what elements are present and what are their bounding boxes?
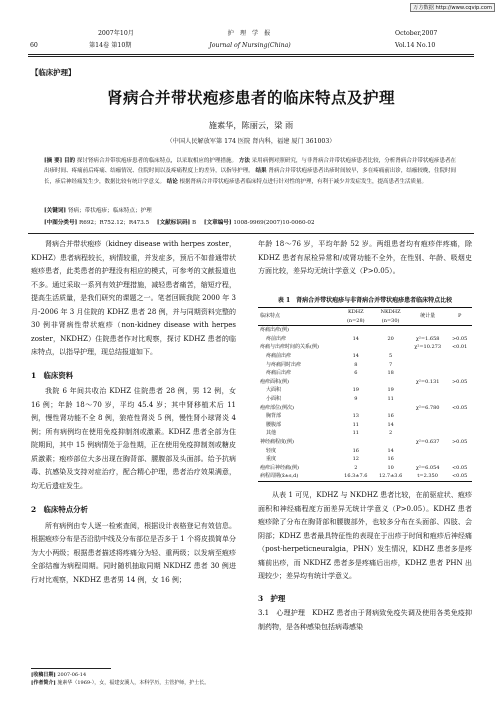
keywords: 肾病；带状疱疹；临床特点；护理 xyxy=(67,208,152,214)
table-cell: 11 xyxy=(352,430,359,437)
table-row xyxy=(258,395,472,404)
authors: 施素华，陈丽云，梁 雨 xyxy=(208,120,294,130)
article-title: 肾病合并带状疱疹患者的临床特点及护理 xyxy=(106,88,395,107)
header-vol-en: Vol.14 No.10 xyxy=(395,42,436,49)
table-cell xyxy=(408,412,447,421)
table-cell: 13 xyxy=(352,413,359,420)
header-issue: 第14卷 第10期 xyxy=(89,42,132,49)
table-row xyxy=(258,361,472,370)
table-cell: <0.05 xyxy=(451,404,468,411)
table-cell: 19 xyxy=(352,387,359,394)
table-row xyxy=(258,326,472,335)
received-label: [收稿日期] xyxy=(31,672,56,678)
table-row xyxy=(258,421,472,430)
table-cell: 其他 xyxy=(266,430,277,437)
table-cell: 与疼痛同时出疹 xyxy=(266,361,302,368)
section-3-1-heading: 3.1 心理护理 xyxy=(258,609,306,617)
keywords-label: [关键词] xyxy=(44,208,67,214)
doc-code-label: [文献标识码] xyxy=(156,220,191,226)
table-cell xyxy=(447,455,472,464)
table-cell: 2 xyxy=(389,430,393,437)
method-label: 方法 xyxy=(238,158,250,164)
table-cell xyxy=(338,404,373,413)
table-cell: χ²=0.131 xyxy=(415,378,440,385)
right-column-top xyxy=(258,238,472,279)
abstract-rule xyxy=(28,233,474,234)
affiliation: （中国人民解放军第 174 医院 肾内科，福建 厦门 361003） xyxy=(166,138,336,145)
objective-label: 目的 xyxy=(64,158,76,164)
table-cell: 轻度 xyxy=(266,447,277,454)
table-cell: >0.05 xyxy=(451,378,468,385)
table-cell xyxy=(338,326,373,335)
table-cell: 20 xyxy=(387,335,394,342)
table-cell: 10 xyxy=(387,464,394,471)
table-cell: 7 xyxy=(389,361,393,368)
table-cell: χ²=0.637 xyxy=(415,438,440,445)
table-cell: 疱疹部位(例次) xyxy=(260,404,294,411)
result-label: 结果 xyxy=(255,168,267,175)
table-row xyxy=(258,343,472,352)
table-cell: t=2.350 xyxy=(417,473,438,480)
table-cell: 8 xyxy=(354,361,358,368)
table-cell: 大面积 xyxy=(266,387,282,394)
footnote xyxy=(31,671,236,687)
table-cell xyxy=(408,361,447,370)
table-cell: 14 xyxy=(387,447,394,454)
table-cell: 疱疹后神经痛(例) xyxy=(260,464,299,471)
table-row xyxy=(258,464,472,473)
table-cell: 11 xyxy=(387,395,394,402)
watermark: 万方数据 http://www.cqvip.com xyxy=(410,3,495,12)
clc-code: R692；R752.12；R473.5 xyxy=(79,220,150,226)
keywords-line xyxy=(44,207,456,217)
author-bio-label: [作者简介] xyxy=(31,680,56,686)
table-cell: <0.05 xyxy=(451,473,468,480)
abstract-label: [摘 要] xyxy=(44,158,63,164)
table-cell: 重度 xyxy=(266,456,277,463)
header-date-en: October,2007 xyxy=(395,30,438,37)
table-head-stat: 统计量 xyxy=(420,313,436,320)
table-cell: 16 xyxy=(387,456,394,463)
table-cell: 疼痛后出疹 xyxy=(266,370,292,377)
table-row xyxy=(258,335,472,344)
table-cell: 病程周期(x̄±s,d) xyxy=(260,473,299,480)
table-cell xyxy=(447,395,472,404)
section-tag: 【临床护理】 xyxy=(31,68,76,77)
table-cell xyxy=(447,429,472,438)
table-cell: 疼前出疹 xyxy=(266,335,287,342)
table-cell: 腰腹部 xyxy=(266,421,282,428)
table-row xyxy=(258,352,472,361)
section-3-1-text: KDHZ 患者由于肾病致免疫失调及使用各类免疫抑制药物，是各种感染包括病毒感染 xyxy=(258,609,472,631)
header-rule-2 xyxy=(28,56,474,57)
table-head-p: P xyxy=(457,313,462,320)
header-date: 2007年10月 xyxy=(98,30,134,37)
table-cell: >0.05 xyxy=(451,335,468,342)
table-cell xyxy=(373,438,408,447)
received-date: 2007-06-14 xyxy=(57,672,87,678)
table-cell: 14 xyxy=(387,421,394,428)
section-3-1 xyxy=(258,607,472,634)
table-cell: 11 xyxy=(352,421,359,428)
table-cell: χ²=1.658 xyxy=(415,335,440,342)
right-column-bottom xyxy=(258,489,472,634)
table-cell: 16.3±7.6 xyxy=(344,473,368,480)
table-grid xyxy=(258,308,472,481)
table-row xyxy=(258,378,472,387)
table-cell: 疼痛前出疹 xyxy=(266,352,292,359)
table-cell: 疼痛与出疹时间的关系(例) xyxy=(260,344,319,351)
table-cell: >0.05 xyxy=(451,438,468,445)
method-text: 采用病例对照研究，与非肾病合并带状疱疹患者比较，分析肾病合并带状疱疹患者在出疹时间、疼痛前后疼痛、结痂情况、住院时间以及疼痛程度上的差异，以指导护理。 xyxy=(44,158,457,175)
table-cell xyxy=(408,447,447,456)
table-cell xyxy=(447,326,472,335)
table-cell xyxy=(447,352,472,361)
objective-text: 探讨肾病合并带状疱疹患者的临床特点，以采取相应的护理措施。 xyxy=(76,158,238,164)
table-cell: 5 xyxy=(389,352,393,359)
table-cell xyxy=(408,352,447,361)
clc-label: [中图分类号] xyxy=(44,220,78,226)
author-bio: 施素华（1969-），女，福建安溪人，本科学历，主管护师，护士长。 xyxy=(57,680,210,686)
table-cell xyxy=(338,343,373,352)
section-1-heading: 1 临床资料 xyxy=(31,370,74,380)
table-cell: <0.05 xyxy=(451,464,468,471)
table-row xyxy=(258,369,472,378)
table-row xyxy=(258,472,472,481)
table-cell: 疱疹面积(例) xyxy=(260,378,289,385)
table-cell: 2 xyxy=(354,464,358,471)
table-cell xyxy=(447,412,472,421)
table-cell xyxy=(447,421,472,430)
table-row xyxy=(258,404,472,413)
table-cell xyxy=(447,361,472,370)
doc-code: B xyxy=(191,220,197,226)
section-2-heading: 2 临床特点分析 xyxy=(31,505,88,514)
section-3-heading: 3 护理 xyxy=(258,593,286,603)
table-cell xyxy=(373,326,408,335)
table-cell xyxy=(338,378,373,387)
table-cell: χ²=10.273 xyxy=(414,344,442,351)
table-cell: 胸背部 xyxy=(266,413,282,420)
table-discussion: 从表 1 可见，KDHZ 与 NKDHZ 患者比较，在前驱症状、疱疹面积和神经痛程度方面差异无统计学意义（P>0.05）。KDHZ 患者疱疹除了分布在胸背部和腰腹部外，也较多分布在头面部、四肢、会阴部；KDHZ 患者最具特征性的表现在于出疹于时间和疱疹后神经痛（post-herpeticneuralgia，PHN）发生情况，KDHZ 患者多是疼痛前出疹，而 NKDHZ 患者多是疼痛后出疹，KDHZ 患者 PHN 出现较少；差异均有统计学意义。 xyxy=(258,491,472,580)
table-row xyxy=(258,447,472,456)
table-cell: 9 xyxy=(354,395,358,402)
journal-title-en: Journal of Nursing(China) xyxy=(209,42,291,49)
table-cell xyxy=(447,386,472,395)
table-head-nkdhz: NKDHZ (n=30) xyxy=(380,309,401,324)
table-cell: 16 xyxy=(387,413,394,420)
section-1-text: 我院 6 年间共收治 KDHZ 住院患者 28 例，男 12 例，女 16 例；年龄 18～70 岁，平均 45.4 岁；其中肾移植术后 11 例，慢性肾功能不全 8 例，狼疮性肾炎 5 例，慢性肾小球肾炎 4 例；所有病例均在使用免疫抑制剂或激素。KDHZ 患者全部为住院期间，其中 15 例病情处于急性期，正在使用免疫抑制剂或糖皮质激素；疱疹部位大多出现在胸背部、腰腹部及头面部。给予抗病毒、抗感染及支持对症治疗，配合精心护理，患者治疗效果满意，均无后遗症发生。 xyxy=(31,387,236,490)
table-cell: <0.01 xyxy=(451,344,468,351)
table-cell: 神经痛程度(例) xyxy=(260,438,294,445)
table-cell xyxy=(408,326,447,335)
intro-paragraph: 肾病合并带状疱疹（kidney disease with herpes zoster，KDHZ）患者病程较长，病情较重，并发症多，预后不如普通带状疱疹患者，此类患者的护理没有相应的模式，可参考的文献报道也不多。通过采取一系列有效护理措施，减轻患者痛苦，缩短疗程，提高生活质量，是我们研究的课题之一。笔者回顾我院 2000 年 3 月-2006 年 3 月住院的 KDHZ 患者 28 例，并与同期资料完整的 30 例非肾病性带状疱疹（non-kidney disease with herpes zoster，NKDHZ）住院患者作对比观察，探讨 KDHZ 患者的临床特点，以指导护理，现总结报道如下。 xyxy=(31,240,236,356)
table-cell xyxy=(408,455,447,464)
table-cell xyxy=(408,395,447,404)
abstract xyxy=(44,156,456,187)
table-cell: 14 xyxy=(352,352,359,359)
conclusion-label: 结论 xyxy=(166,178,178,185)
table-1 xyxy=(258,296,472,482)
table-cell: 16 xyxy=(352,447,359,454)
table-cell xyxy=(408,369,447,378)
table-cell xyxy=(373,343,408,352)
table-cell xyxy=(373,404,408,413)
table-cell: 12.7±3.6 xyxy=(378,473,403,480)
table-cell xyxy=(408,421,447,430)
table-title: 表 1 肾病合并带状疱疹与非肾病合并带状疱疹患者临床特点比较 xyxy=(277,297,453,304)
table-cell: 12 xyxy=(352,456,359,463)
table-head-kdhz: KDHZ (n=28) xyxy=(346,309,365,324)
table-cell: 疼痛出疹(例) xyxy=(260,327,289,334)
header-rule xyxy=(28,54,474,55)
table-cell: 小面积 xyxy=(266,395,282,402)
page-number: 60 xyxy=(30,42,38,49)
table-row xyxy=(258,412,472,421)
table-cell: 19 xyxy=(387,387,394,394)
article-id-label: [文章编号] xyxy=(203,220,232,226)
table-cell xyxy=(338,438,373,447)
article-id: 1008-9969(2007)10-0060-02 xyxy=(233,220,315,226)
table-cell xyxy=(408,429,447,438)
table-row xyxy=(258,429,472,438)
table-cell xyxy=(373,378,408,387)
table-head-feature: 临床特点 xyxy=(260,313,281,320)
table-row xyxy=(258,386,472,395)
table-cell: 6 xyxy=(354,370,358,377)
journal-title-cn: 护 理 学 报 xyxy=(227,30,273,37)
result-text: 肾病合并带状疱疹患者出疹时间较早，多在疼痛前出诊，结痂较晚，住院时间长，疹后神经痛发生少，数据比较有统计学意义。 xyxy=(44,168,457,185)
section-2-text: 所有病例由专人逐一检索查阅，根据设计表格登记有效信息。根据疱疹分布是否沿肋中线及分布部位是否多于 1 个将皮损简单分为大小两级；根据患者描述将疼痛分为轻、重两级；以发病至疱疹全部结痂为病程周期。同时随机抽取同期 NKDHZ 患者 30 例进行对比观察，NKDHZ 患者男 14 例，女 16 例； xyxy=(31,521,236,584)
table-row xyxy=(258,438,472,447)
table-cell: χ²=6.054 xyxy=(415,464,440,471)
table-cell: χ²=6.780 xyxy=(415,404,440,411)
conclusion-text: 根据肾病合并带状疱疹患者临床特点进行针对性的护理，有利于减少并发症发生，提高患者生活质量。 xyxy=(179,178,428,185)
table-cell: 18 xyxy=(387,370,394,377)
footnote-rule xyxy=(31,668,111,669)
right-column-continuation: 年龄 18～76 岁，平均年龄 52 岁。两组患者均有疱疹伴疼痛，除 KDHZ 患者有尿检异常和/或肾功能不全外，在性别、年龄、吸烟史方面比较，差异均无统计学意义（P>0.05）。 xyxy=(258,240,472,275)
left-column xyxy=(31,238,236,587)
table-cell xyxy=(447,447,472,456)
table-row xyxy=(258,455,472,464)
table-cell: 14 xyxy=(352,335,359,342)
table-cell xyxy=(408,386,447,395)
table-cell xyxy=(447,369,472,378)
codes-line xyxy=(44,219,484,229)
